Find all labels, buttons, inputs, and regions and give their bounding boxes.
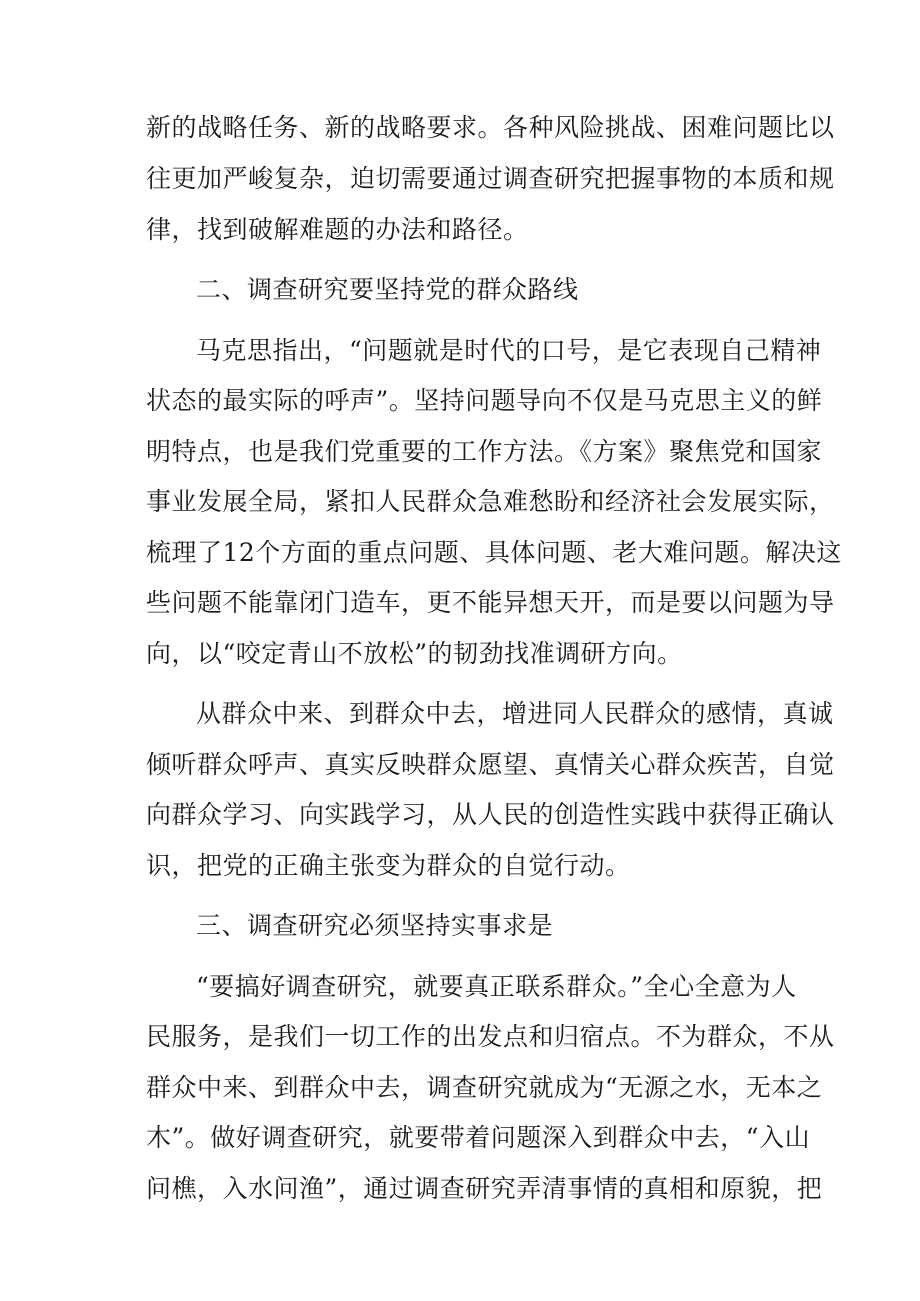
paragraph-line: 事业发展全局，紧扣人民群众急难愁盼和经济社会发展实际， (146, 487, 835, 516)
paragraph-line: 状态的最实际的呼声”。坚持问题导向不仅是马克思主义的鲜 (146, 386, 823, 415)
paragraph-line: 向，以“咬定青山不放松”的韧劲找准调研方向。 (146, 639, 683, 668)
paragraph-line: 往更加严峻复杂，迫切需要通过调查研究把握事物的本质和规 (146, 164, 835, 193)
paragraph-line: “要搞好调查研究，就要真正联系群众。”全心全意为人 (196, 972, 797, 1001)
paragraph-line: 木”。做好调查研究，就要带着问题深入到群众中去，“入山 (146, 1123, 811, 1152)
paragraph-line: 马克思指出，“问题就是时代的口号，是它表现自己精神 (196, 336, 822, 365)
paragraph-line: 梳理了12个方面的重点问题、具体问题、老大难问题。解决这 (146, 538, 842, 567)
paragraph-line: 倾听群众呼声、真实反映群众愿望、真情关心群众疾苦，自觉 (146, 750, 835, 779)
section-heading: 三、调查研究必须坚持实事求是 (196, 911, 554, 940)
paragraph-line: 民服务，是我们一切工作的出发点和归宿点。不为群众，不从 (146, 1022, 835, 1051)
paragraph-line: 群众中来、到群众中去，调查研究就成为“无源之水，无本之 (146, 1073, 823, 1102)
paragraph-line: 识，把党的正确主张变为群众的自觉行动。 (146, 851, 631, 880)
section-heading: 二、调查研究要坚持党的群众路线 (196, 275, 579, 304)
paragraph-line: 向群众学习、向实践学习，从人民的创造性实践中获得正确认 (146, 800, 835, 829)
paragraph-line: 新的战略任务、新的战略要求。各种风险挑战、困难问题比以 (146, 113, 835, 142)
paragraph-line: 些问题不能靠闭门造车，更不能异想天开，而是要以问题为导 (146, 588, 835, 617)
paragraph-line: 明特点，也是我们党重要的工作方法。《方案》聚焦党和国家 (146, 437, 823, 466)
paragraph-line: 从群众中来、到群众中去，增进同人民群众的感情，真诚 (196, 699, 834, 728)
paragraph-line: 律，找到破解难题的办法和路径。 (146, 215, 529, 244)
paragraph-line: 问樵，入水问渔”，通过调查研究弄清事情的真相和原貌，把 (146, 1174, 823, 1203)
